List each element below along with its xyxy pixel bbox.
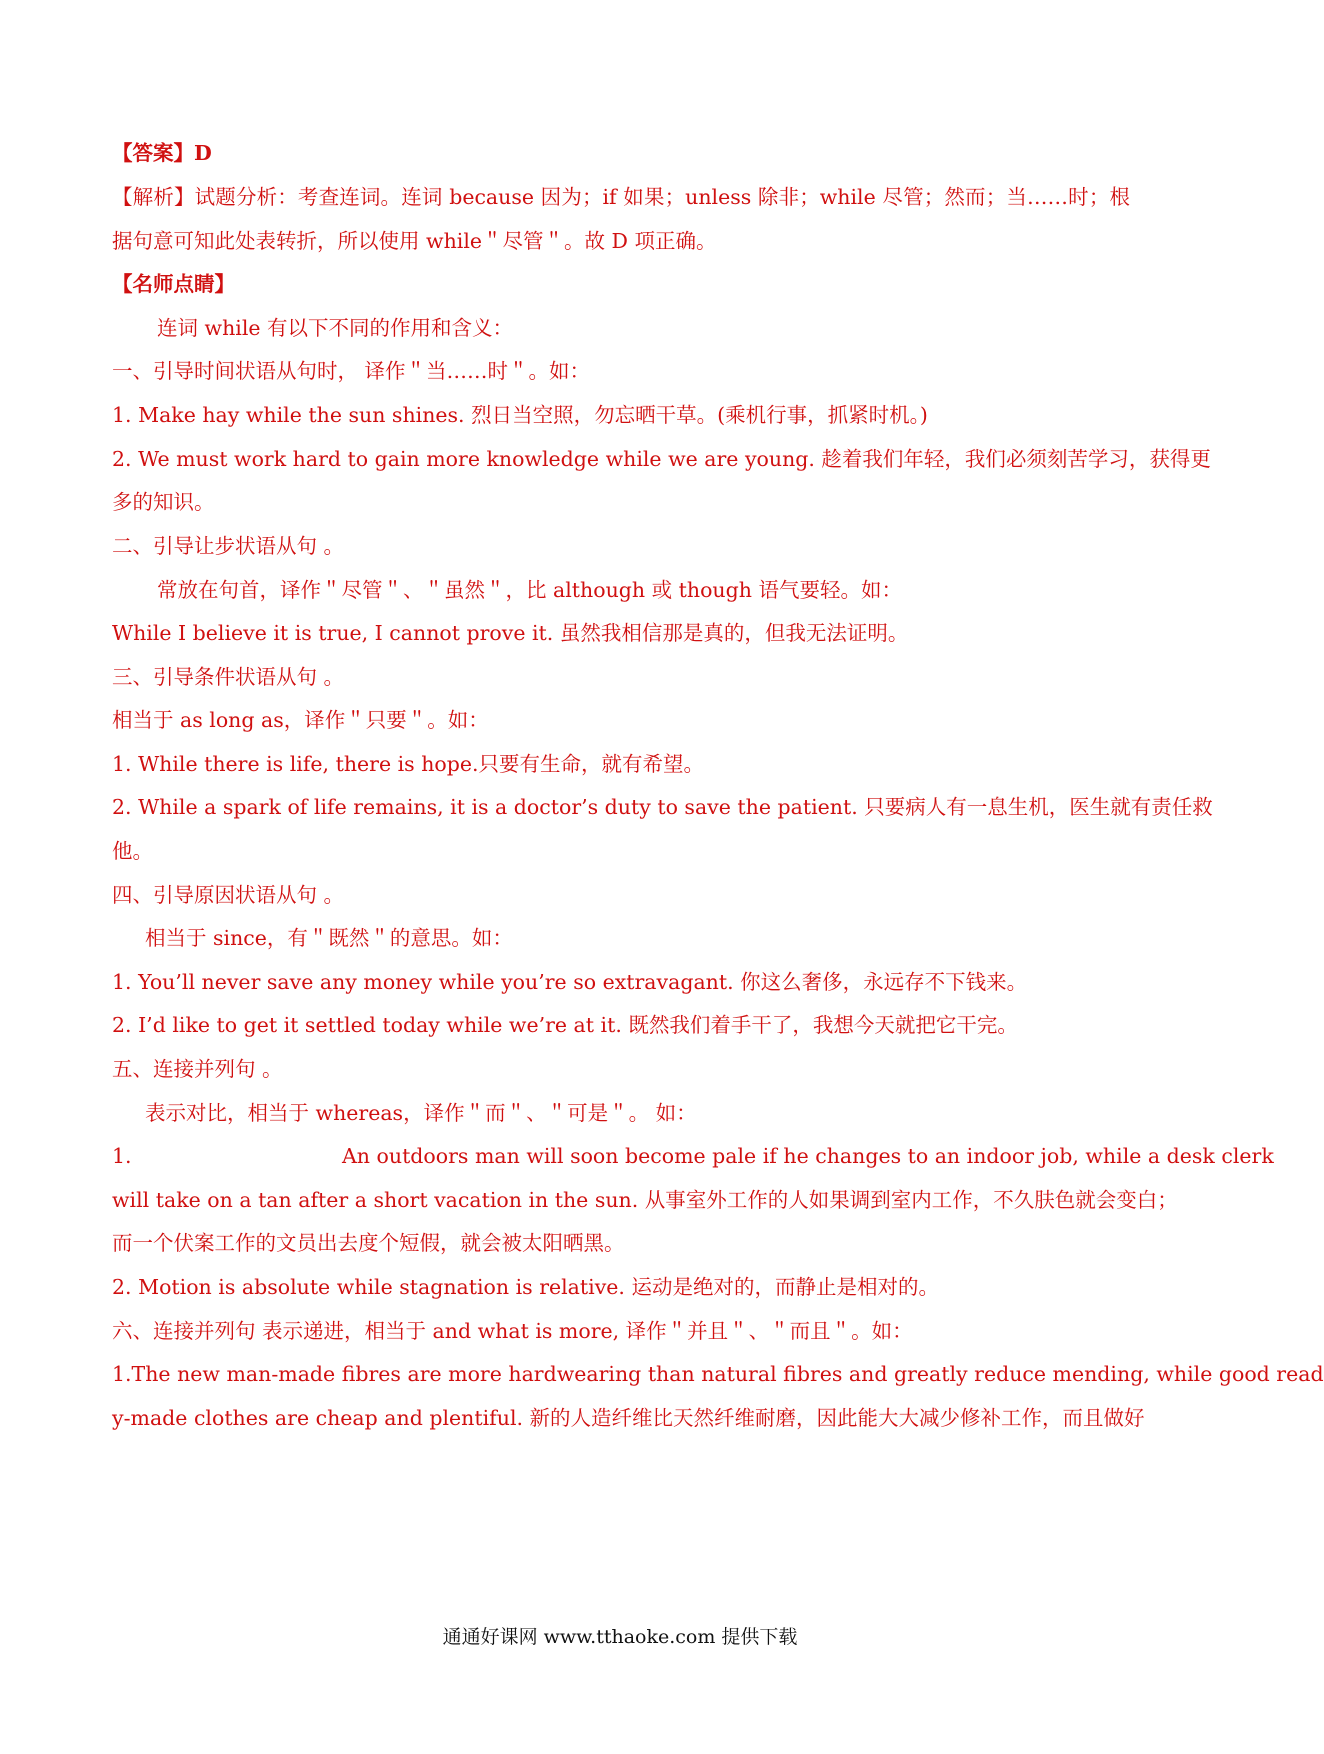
section4-example-1: 1. You’ll never save any money while you’re so extravagant. 你这么奢侈，永远存不下钱来。 [112,970,1028,994]
section6-example-1-line-2: y-made clothes are cheap and plentiful. 新的人造纤维比天然纤维耐磨，因此能大大减少修补工作，而且做好 [112,1406,1145,1430]
tips-heading: 【名师点睛】 [112,272,235,296]
section1-example-2-line-2: 多的知识。 [112,490,215,514]
section3-heading: 三、引导条件状语从句 。 [112,665,345,689]
analysis-line-1: 【解析】试题分析：考查连词。连词 because 因为；if 如果；unless 除非；while 尽管；然而；当……时；根 [112,185,1130,209]
section5-example-1-line-2: will take on a tan after a short vacation in the sun. 从事室外工作的人如果调到室内工作，不久肤色就会变白； [112,1188,1178,1212]
section4-note: 相当于 since，有＂既然＂的意思。如： [145,926,513,950]
section5-example-1-number: 1. [112,1144,132,1168]
analysis-line-2: 据句意可知此处表转折，所以使用 while＂尽管＂。故 D 项正确。 [112,229,717,253]
section4-example-2: 2. I’d like to get it settled today while we’re at it. 既然我们着手干了，我想今天就把它干完。 [112,1013,1018,1037]
section1-example-1: 1. Make hay while the sun shines. 烈日当空照，勿忘晒干草。(乘机行事，抓紧时机。) [112,403,928,427]
section5-example-2: 2. Motion is absolute while stagnation is relative. 运动是绝对的，而静止是相对的。 [112,1275,939,1299]
section6-heading: 六、连接并列句 表示递进，相当于 and what is more, 译作＂并且＂、＂而且＂。如： [112,1319,913,1343]
section3-note: 相当于 as long as，译作＂只要＂。如： [112,708,489,732]
section5-example-1-line-1 [112,1141,1274,1171]
intro-line: 连词 while 有以下不同的作用和含义： [157,316,514,340]
section3-example-2-line-1: 2. While a spark of life remains, it is a doctor’s duty to save the patient. 只要病人有一息生机，医生就有责任救 [112,795,1213,819]
section5-note: 表示对比，相当于 whereas，译作＂而＂、＂可是＂。 如： [145,1101,697,1125]
section1-heading: 一、引导时间状语从句时， 译作＂当……时＂。如： [112,359,591,383]
section5-heading: 五、连接并列句 。 [112,1057,283,1081]
section6-example-1-line-1: 1.The new man-made fibres are more hardwearing than natural fibres and greatly reduce mending, while good read [112,1362,1324,1386]
page-footer: 通通好课网 www.tthaoke.com 提供下载 [442,1626,798,1648]
section3-example-1: 1. While there is life, there is hope.只要有生命，就有希望。 [112,752,705,776]
section2-example-1: While I believe it is true, I cannot prove it. 虽然我相信那是真的，但我无法证明。 [112,621,909,645]
section1-example-2-line-1: 2. We must work hard to gain more knowledge while we are young. 趁着我们年轻，我们必须刻苦学习，获得更 [112,447,1211,471]
section4-heading: 四、引导原因状语从句 。 [112,883,345,907]
section3-example-2-line-2: 他。 [112,839,153,863]
section2-note: 常放在句首，译作＂尽管＂、＂虽然＂，比 although 或 though 语气要轻。如： [157,578,902,602]
section2-heading: 二、引导让步状语从句 。 [112,534,345,558]
answer-line: 【答案】D [112,141,212,165]
section5-example-1-text: An outdoors man will soon become pale if he changes to an indoor job, while a desk clerk [342,1144,1274,1168]
section5-example-1-line-3: 而一个伏案工作的文员出去度个短假，就会被太阳晒黑。 [112,1231,625,1255]
